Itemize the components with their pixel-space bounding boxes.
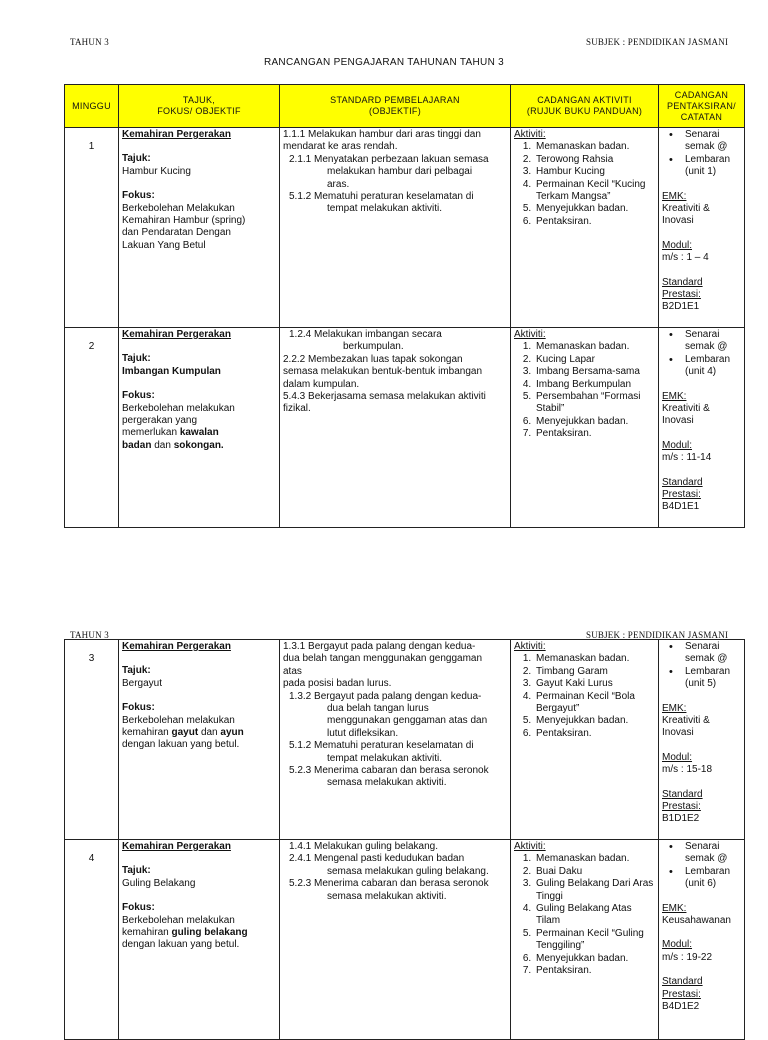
list-item: 4. Permainan Kecil “Kucing Terkam Mangsa” (534, 179, 655, 204)
col-tajuk: TAJUK, FOKUS/ OBJEKTIF (119, 85, 280, 128)
bullet-item: • Lembaran (unit 6) (673, 866, 741, 891)
col-aktiviti: CADANGAN AKTIVITI (RUJUK BUKU PANDUAN) (511, 85, 659, 128)
list-item: 1. Memanaskan badan. (534, 341, 655, 353)
plan-table-2 (64, 639, 745, 1040)
list-item: 4. Permainan Kecil “Bola Bergayut” (534, 691, 655, 716)
list-item: 3. Hambur Kucing (534, 166, 655, 178)
week-number: 1 (65, 128, 119, 328)
standard-cell: 1.3.1 Bergayut pada palang dengan kedua- dua belah tangan menggunakan genggaman atas pada posisi badan lurus. 1.3.2 Bergayut pada palang dengan kedua- dua belah tangan lurus menggunakan genggaman atas dan lutut difleksikan. 5.1.2 Mematuhi peraturan keselamatan di tempat melakukan aktiviti. 5.2.3 Menerima cabaran dan berasa seronok semasa melakukan aktiviti. (280, 640, 511, 840)
table-header-row (65, 85, 745, 128)
assessment-cell: • Senarai semak @ • Lembaran (unit 6) EMK: Keusahawanan Modul: m/s : 19-22 Standard Prestasi: B4D1E2 (659, 840, 745, 1040)
list-item: 2. Buai Daku (534, 866, 655, 878)
list-item: 4. Imbang Berkumpulan (534, 379, 655, 391)
col-minggu: MINGGU (65, 85, 119, 128)
plan-table-1 (64, 84, 745, 528)
topic-cell: Kemahiran Pergerakan Tajuk: Bergayut Fokus: Berkebolehan melakukan kemahiran gayut dan ayun dengan lakuan yang betul. (119, 640, 280, 840)
standard-cell: 1.2.4 Melakukan imbangan secara berkumpulan. 2.2.2 Membezakan luas tapak sokongan semasa melakukan bentuk-bentuk imbangan dalam kumpulan. 5.4.3 Bekerjasama semasa melakukan aktiviti fizikal. (280, 328, 511, 528)
list-item: 2. Terowong Rahsia (534, 154, 655, 166)
list-item: 6. Menyejukkan badan. (534, 953, 655, 965)
header-subject-2: SUBJEK : PENDIDIKAN JASMANI (586, 630, 729, 640)
week-number: 4 (65, 840, 119, 1040)
activity-cell: Aktiviti: 1. Memanaskan badan. 2. Timbang Garam 3. Gayut Kaki Lurus 4. Permainan Kecil “Bola Bergayut” 5. Menyejukkan badan. 6. Pentaksiran. (511, 640, 659, 840)
list-item: 5. Permainan Kecil “Guling Tenggiling” (534, 928, 655, 953)
bullet-item: • Senarai semak @ (673, 841, 741, 866)
list-item: 2. Kucing Lapar (534, 354, 655, 366)
list-item: 6. Menyejukkan badan. (534, 416, 655, 428)
list-item: 1. Memanaskan badan. (534, 141, 655, 153)
week-number: 3 (65, 640, 119, 840)
list-item: 5. Menyejukkan badan. (534, 715, 655, 727)
bullet-item: • Lembaran (unit 1) (673, 154, 741, 179)
bullet-item: • Lembaran (unit 4) (673, 354, 741, 379)
table-row (65, 328, 745, 528)
header-year-2: TAHUN 3 (70, 630, 109, 640)
bullet-item: • Senarai semak @ (673, 641, 741, 666)
topic-cell: Kemahiran Pergerakan Tajuk: Imbangan Kumpulan Fokus: Berkebolehan melakukan pergerakan yang memerlukan kawalan badan dan sokongan. (119, 328, 280, 528)
table-row (65, 840, 745, 1040)
assessment-cell: • Senarai semak @ • Lembaran (unit 5) EMK: Kreativiti & Inovasi Modul: m/s : 15-18 Standard Prestasi: B1D1E2 (659, 640, 745, 840)
col-pentaksiran: CADANGAN PENTAKSIRAN/ CATATAN (659, 85, 745, 128)
assessment-cell: • Senarai semak @ • Lembaran (unit 1) EMK: Kreativiti & Inovasi Modul: m/s : 1 – 4 Standard Prestasi: B2D1E1 (659, 128, 745, 328)
list-item: 7. Pentaksiran. (534, 965, 655, 977)
table-row (65, 640, 745, 840)
list-item: 1. Memanaskan badan. (534, 653, 655, 665)
standard-cell: 1.4.1 Melakukan guling belakang. 2.4.1 Mengenal pasti kedudukan badan semasa melakukan guling belakang. 5.2.3 Menerima cabaran dan berasa seronok semasa melakukan aktiviti. (280, 840, 511, 1040)
page-title: RANCANGAN PENGAJARAN TAHUNAN TAHUN 3 (263, 57, 505, 68)
list-item: 6. Pentaksiran. (534, 216, 655, 228)
list-item: 7. Pentaksiran. (534, 428, 655, 440)
table-row (65, 128, 745, 328)
activity-cell: Aktiviti: 1. Memanaskan badan. 2. Kucing Lapar 3. Imbang Bersama-sama 4. Imbang Berkumpulan 5. Persembahan “Formasi Stabil” 6. Menyejukkan badan. 7. Pentaksiran. (511, 328, 659, 528)
col-standard: STANDARD PEMBELAJARAN (OBJEKTIF) (280, 85, 511, 128)
list-item: 5. Menyejukkan badan. (534, 203, 655, 215)
bullet-item: • Senarai semak @ (673, 329, 741, 354)
activity-cell: Aktiviti: 1. Memanaskan badan. 2. Buai Daku 3. Guling Belakang Dari Aras Tinggi 4. Guling Belakang Atas Tilam 5. Permainan Kecil “Guling Tenggiling” 6. Menyejukkan badan. 7. Pentaksiran. (511, 840, 659, 1040)
list-item: 3. Guling Belakang Dari Aras Tinggi (534, 878, 655, 903)
topic-cell: Kemahiran Pergerakan Tajuk: Hambur Kucing Fokus: Berkebolehan Melakukan Kemahiran Hambur (spring) dan Pendaratan Dengan Lakuan Yang Betul (119, 128, 280, 328)
list-item: 1. Memanaskan badan. (534, 853, 655, 865)
topic-cell: Kemahiran Pergerakan Tajuk: Guling Belakang Fokus: Berkebolehan melakukan kemahiran guling belakang dengan lakuan yang betul. (119, 840, 280, 1040)
list-item: 5. Persembahan “Formasi Stabil” (534, 391, 655, 416)
list-item: 6. Pentaksiran. (534, 728, 655, 740)
list-item: 3. Imbang Bersama-sama (534, 366, 655, 378)
bullet-item: • Senarai semak @ (673, 129, 741, 154)
list-item: 2. Timbang Garam (534, 666, 655, 678)
list-item: 4. Guling Belakang Atas Tilam (534, 903, 655, 928)
assessment-cell: • Senarai semak @ • Lembaran (unit 4) EMK: Kreativiti & Inovasi Modul: m/s : 11-14 Standard Prestasi: B4D1E1 (659, 328, 745, 528)
activity-cell: Aktiviti: 1. Memanaskan badan. 2. Terowong Rahsia 3. Hambur Kucing 4. Permainan Kecil “Kucing Terkam Mangsa” 5. Menyejukkan badan. 6. Pentaksiran. (511, 128, 659, 328)
header-year: TAHUN 3 (70, 37, 109, 47)
standard-cell: 1.1.1 Melakukan hambur dari aras tinggi dan mendarat ke aras rendah. 2.1.1 Menyatakan perbezaan lakuan semasa melakukan hambur dari pelbagai aras. 5.1.2 Mematuhi peraturan keselamatan di tempat melakukan aktiviti. (280, 128, 511, 328)
header-subject: SUBJEK : PENDIDIKAN JASMANI (586, 37, 729, 47)
bullet-item: • Lembaran (unit 5) (673, 666, 741, 691)
list-item: 3. Gayut Kaki Lurus (534, 678, 655, 690)
week-number: 2 (65, 328, 119, 528)
